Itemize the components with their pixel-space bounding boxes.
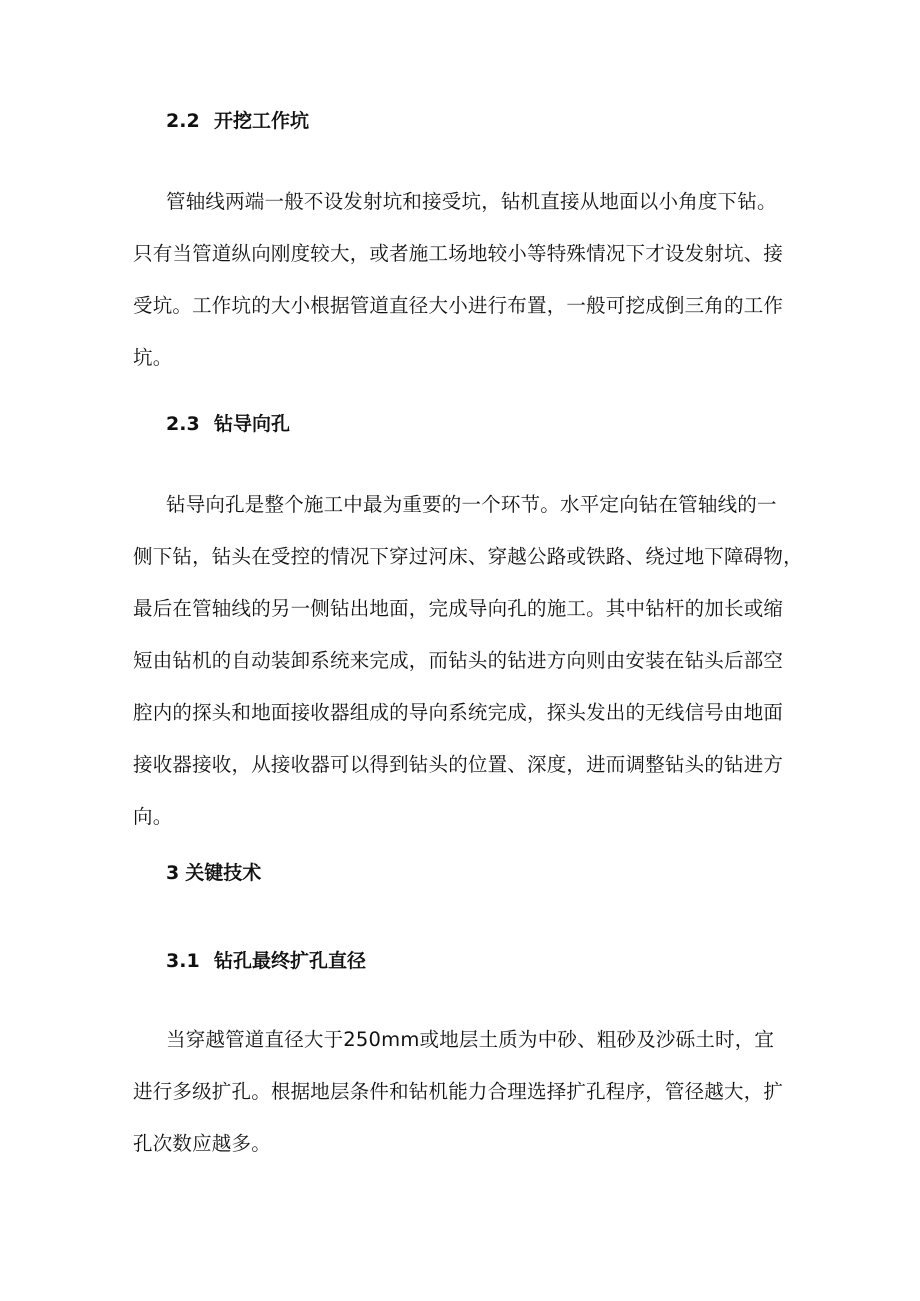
paragraph-3-1 <box>133 1014 793 1170</box>
paragraph-line: 最后在管轴线的另一侧钻出地面，完成导向孔的施工。其中钻杆的加长或缩 <box>133 597 784 620</box>
paragraph-2-3 <box>133 479 803 843</box>
heading-title: 钻孔最终扩孔直径 <box>214 950 367 972</box>
heading-number: 2.3 <box>166 413 200 435</box>
paragraph-line: 向。 <box>133 805 173 828</box>
heading-3 <box>166 860 261 886</box>
paragraph-2-2 <box>133 176 793 384</box>
heading-2-3 <box>166 411 290 437</box>
paragraph-line: 管轴线两端一般不设发射坑和接受坑，钻机直接从地面以小角度下钻。 <box>166 190 777 213</box>
heading-number: 3.1 <box>166 950 200 972</box>
heading-title: 开挖工作坑 <box>214 110 310 132</box>
paragraph-line: 只有当管道纵向刚度较大，或者施工场地较小等特殊情况下才设发射坑、接 <box>133 242 784 265</box>
heading-3-1 <box>166 948 366 974</box>
heading-title: 关键技术 <box>185 862 262 884</box>
heading-number: 3 <box>166 862 180 884</box>
heading-number: 2.2 <box>166 110 200 132</box>
heading-title: 钻导向孔 <box>214 413 291 435</box>
paragraph-line: 接收器接收，从接收器可以得到钻头的位置、深度，进而调整钻头的钻进方 <box>133 753 784 776</box>
paragraph-line: 钻导向孔是整个施工中最为重要的一个环节。水平定向钻在管轴线的一 <box>166 493 777 516</box>
paragraph-line: 孔次数应越多。 <box>133 1132 271 1155</box>
paragraph-line: 侧下钻，钻头在受控的情况下穿过河床、穿越公路或铁路、绕过地下障碍物， <box>133 545 803 568</box>
paragraph-line: 受坑。工作坑的大小根据管道直径大小进行布置，一般可挖成倒三角的工作 <box>133 294 784 317</box>
paragraph-line: 当穿越管道直径大于250mm或地层土质为中砂、粗砂及沙砾土时，宜 <box>166 1028 775 1051</box>
paragraph-line: 进行多级扩孔。根据地层条件和钻机能力合理选择扩孔程序，管径越大，扩 <box>133 1080 784 1103</box>
heading-2-2 <box>166 108 309 134</box>
paragraph-line: 腔内的探头和地面接收器组成的导向系统完成，探头发出的无线信号由地面 <box>133 701 784 724</box>
paragraph-line: 坑。 <box>133 346 173 369</box>
paragraph-line: 短由钻机的自动装卸系统来完成，而钻头的钻进方向则由安装在钻头后部空 <box>133 649 784 672</box>
